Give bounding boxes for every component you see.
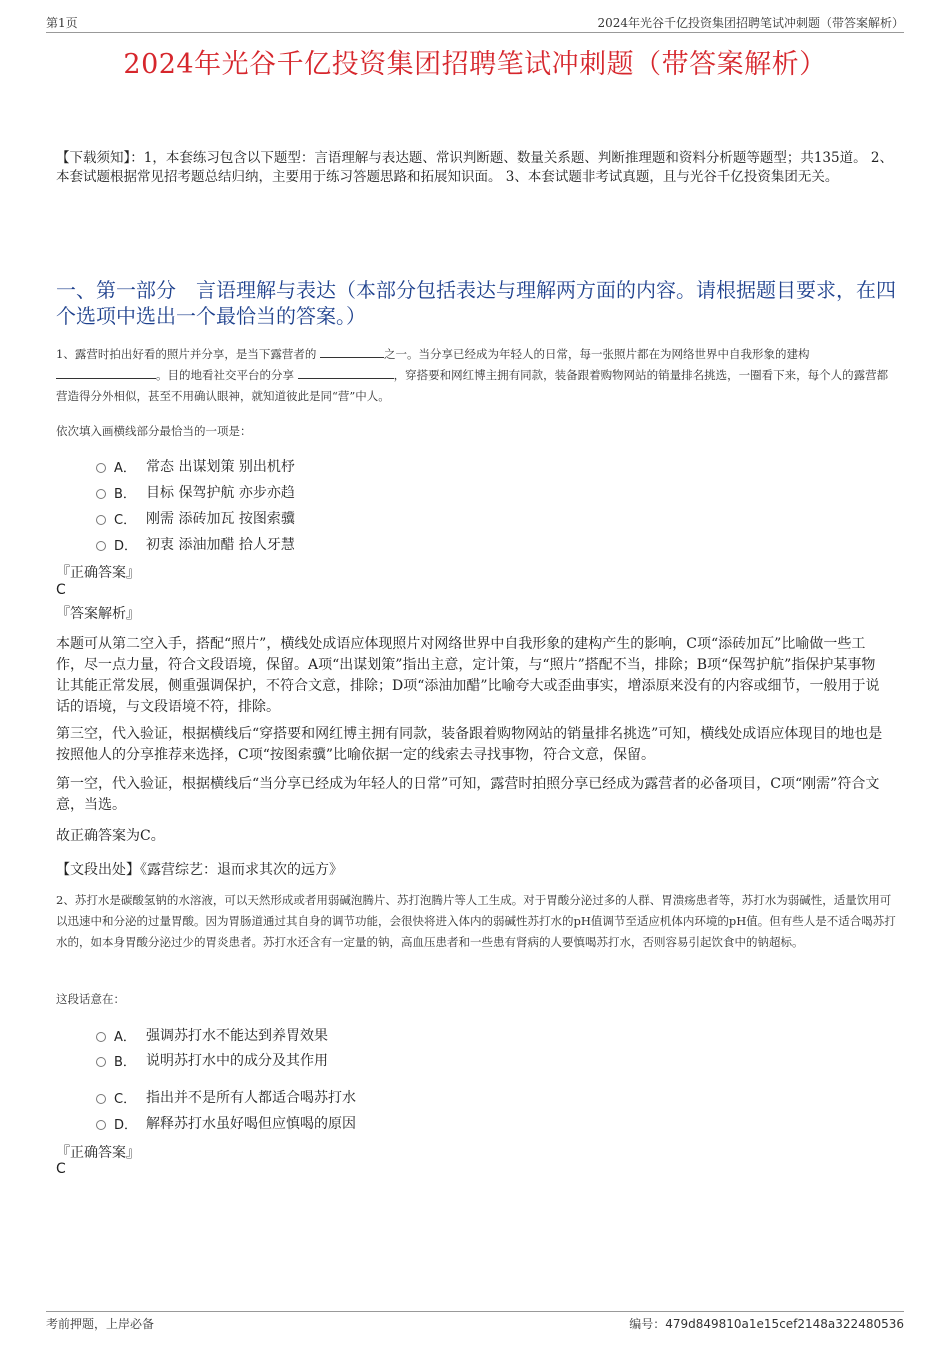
footer-code: 编号：479d849810a1e15cef2148a322480536 <box>629 1317 904 1331</box>
q1-option-a[interactable]: A． 常态 出谋划策 别出机杼 <box>96 456 295 476</box>
q2-answer-label: 『正确答案』 <box>56 1145 140 1161</box>
blank-3 <box>298 366 394 379</box>
q1-option-c[interactable]: C． 刚需 添砖加瓦 按图索骥 <box>96 508 295 528</box>
blank-2 <box>56 366 156 379</box>
radio-icon[interactable] <box>96 1094 106 1104</box>
q1-answer: C <box>56 582 66 598</box>
q2-option-b[interactable]: B． 说明苏打水中的成分及其作用 <box>96 1050 328 1070</box>
radio-icon[interactable] <box>96 1032 106 1042</box>
radio-icon[interactable] <box>96 515 106 525</box>
radio-icon[interactable] <box>96 541 106 551</box>
question-1-text: 1、露营时拍出好看的照片并分享，是当下露营者的 之一。当分享已经成为年轻人的日常，每一张照片都在为网络世界中自我形象的建构 。目的地看社交平台的分享 ，穿搭要和网红博主拥有同款，装备跟着购物网站的销量排名挑选，一圈看下来，每个人的露营都营造得分外相似，甚至不用确认眼神，就知道彼此是同“营”中人。 <box>56 347 889 403</box>
q1-analysis-paragraph: 第三空，代入验证，根据横线后“穿搭要和网红博主拥有同款，装备跟着购物网站的销量排名挑选”可知，横线处成语应体现目的地也是按照他人的分享推荐来选择，C项“按图索骥”比喻依据一定的线索去寻找事物，符合文意，保留。 <box>56 726 883 763</box>
question-2-prompt: 这段话意在： <box>56 992 125 1006</box>
q2-option-c[interactable]: C． 指出并不是所有人都适合喝苏打水 <box>96 1087 356 1107</box>
download-notice: 【下载须知】：1，本套练习包含以下题型：言语理解与表达题、常识判断题、数量关系题、判断推理题和资料分析题等题型；共135道。 2、本套试题根据常见招考题总结归纳，主要用于练习答题思路和拓展知识面。 3、本套试题非考试真题，且与光谷千亿投资集团无关。 <box>56 150 893 185</box>
q1-analysis-conclusion: 故正确答案为C。 <box>56 828 165 844</box>
q1-analysis-label: 『答案解析』 <box>56 606 140 622</box>
q1-analysis-paragraph: 第一空，代入验证，根据横线后“当分享已经成为年轻人的日常”可知，露营时拍照分享已经成为露营者的必备项目，C项“刚需”符合文意，当选。 <box>56 776 880 813</box>
footer-slogan: 考前押题，上岸必备 <box>46 1317 155 1331</box>
question-1-prompt: 依次填入画横线部分最恰当的一项是： <box>56 424 252 438</box>
q1-source: 【文段出处】《露营综艺：退而求其次的远方》 <box>56 862 343 878</box>
radio-icon[interactable] <box>96 463 106 473</box>
page-header <box>46 14 904 33</box>
q1-option-d[interactable]: D． 初衷 添油加醋 拾人牙慧 <box>96 534 295 554</box>
q1-analysis-paragraph: 本题可从第二空入手，搭配“照片”，横线处成语应体现照片对网络世界中自我形象的建构产生的影响，C项“添砖加瓦”比喻做一些工作，尽一点力量，符合文段语境，保留。A项“出谋划策”指出主意，定计策，与“照片”搭配不当，排除；B项“保驾护航”指保护某事物让其能正常发展，侧重强调保护，不符合文意，排除；D项“添油加醋”比喻夸大或歪曲事实，增添原来没有的内容或细节，一般用于说话的语境，与文段语境不符，排除。 <box>56 636 880 715</box>
header-doc-title: 2024年光谷千亿投资集团招聘笔试冲刺题（带答案解析） <box>597 16 904 30</box>
radio-icon[interactable] <box>96 489 106 499</box>
q1-option-b[interactable]: B． 目标 保驾护航 亦步亦趋 <box>96 482 295 502</box>
q2-option-d[interactable]: D． 解释苏打水虽好喝但应慎喝的原因 <box>96 1113 356 1133</box>
radio-icon[interactable] <box>96 1120 106 1130</box>
blank-1 <box>320 345 384 358</box>
question-2-text: 2、苏打水是碳酸氢钠的水溶液，可以天然形成或者用弱碱泡腾片、苏打泡腾片等人工生成。对于胃酸分泌过多的人群、胃溃疡患者等，苏打水为弱碱性，适量饮用可以迅速中和分泌的过量胃酸。因为胃肠道通过其自身的调节功能，会很快将进入体内的弱碱性苏打水的pH值调节至适应机体内环境的pH值。但有些人是不适合喝苏打水的，如本身胃酸分泌过少的胃炎患者。苏打水还含有一定量的钠，高血压患者和一些患有肾病的人要慎喝苏打水，否则容易引起饮食中的钠超标。 <box>56 893 896 949</box>
q2-option-a[interactable]: A． 强调苏打水不能达到养胃效果 <box>96 1025 328 1045</box>
q1-answer-label: 『正确答案』 <box>56 565 140 581</box>
document-title: 2024年光谷千亿投资集团招聘笔试冲刺题（带答案解析） <box>123 49 827 80</box>
page-number: 第1页 <box>46 16 78 30</box>
radio-icon[interactable] <box>96 1057 106 1067</box>
page-footer <box>46 1311 904 1332</box>
section-heading: 一、第一部分 言语理解与表达（本部分包括表达与理解两方面的内容。请根据题目要求，在四个选项中选出一个最恰当的答案。） <box>56 278 896 328</box>
q2-answer: C <box>56 1161 66 1177</box>
